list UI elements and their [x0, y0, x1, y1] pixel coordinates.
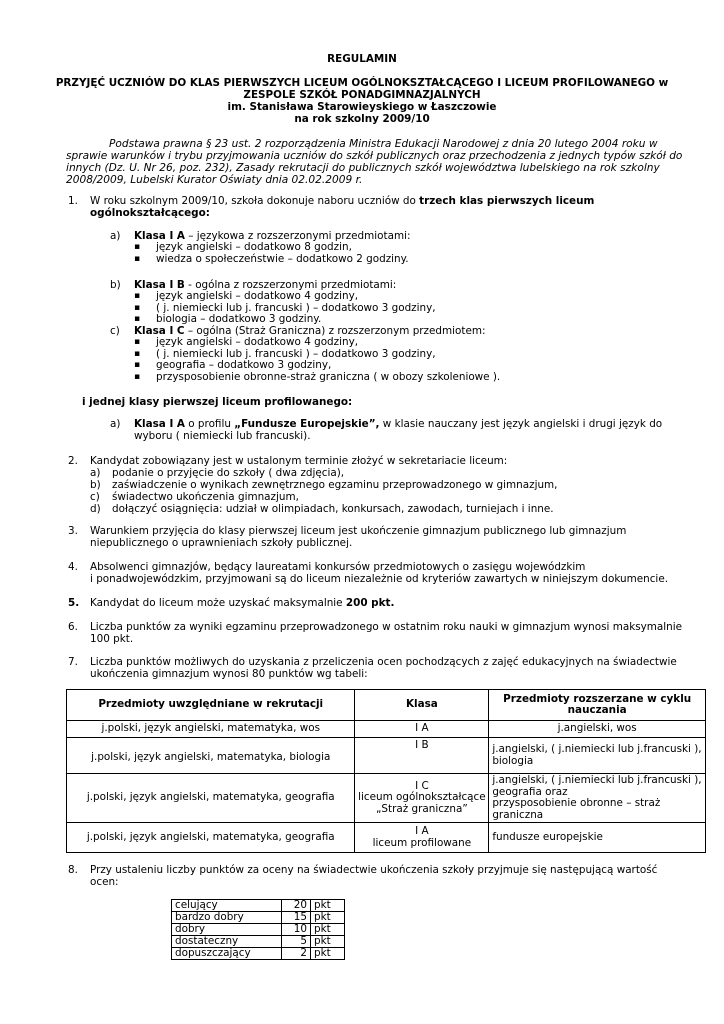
class-ic-subjects — [134, 337, 500, 383]
table-cell: j.angielski, wos — [489, 721, 706, 738]
table-row — [172, 912, 345, 924]
table-row — [172, 924, 345, 936]
class-desc: wyboru ( niemiecki lub francuski). — [134, 430, 311, 442]
cell-line: biologia — [492, 754, 534, 767]
table-header-row — [67, 690, 706, 721]
point5-intro: Kandydat do liceum może uzyskać maksymalnie — [90, 597, 346, 609]
table-cell: j.polski, język angielski, matematyka, geografia — [67, 823, 355, 853]
point7-line: Liczba punktów możliwych do uzyskania z przeliczenia ocen pochodzących z zajęć edukacyjnych na świadectwie — [90, 656, 677, 668]
table-row — [172, 936, 345, 948]
list-item: ▪ język angielski – dodatkowo 4 godziny, — [134, 337, 500, 349]
point-number: 4. — [68, 561, 78, 573]
point6-line: 100 pkt. — [90, 633, 134, 645]
item-letter: b) — [90, 479, 101, 491]
point8-line: ocen: — [90, 876, 119, 888]
column-header: Przedmioty rozszerzane w cyklu nauczania — [489, 690, 706, 721]
list-item — [90, 467, 345, 479]
grade-unit: pkt — [311, 900, 345, 912]
class-ia-subjects — [134, 242, 409, 265]
column-header: Przedmioty uwzględniane w rekrutacji — [67, 690, 355, 721]
item-letter: a) — [110, 230, 121, 242]
table-cell — [355, 823, 489, 853]
point4-line: i ponadwojewódzkim, przyjmowani są do liceum niezależnie od kryteriów zawartych w niniejszym dokumencie. — [90, 573, 669, 585]
item-text: świadectwo ukończenia gimnazjum, — [112, 491, 299, 503]
recruitment-subjects-table — [66, 689, 706, 853]
item-letter: d) — [90, 503, 101, 515]
cell-line: „Straż graniczna” — [376, 802, 468, 815]
point-number: 6. — [68, 621, 78, 633]
class-desc: w klasie nauczany jest język angielski i drugi język do — [379, 418, 663, 430]
point-number: 8. — [68, 864, 78, 876]
item-text: podanie o przyjęcie do szkoły ( dwa zdjęcia), — [112, 467, 345, 479]
table-row — [172, 948, 345, 960]
point3-line: niepublicznego o uprawnieniach szkoły publicznej. — [90, 537, 353, 549]
point7-line: ukończenia gimnazjum wynosi 80 punktów wg tabeli: — [90, 668, 368, 680]
legal-basis-line: 2008/2009, Lubelski Kurator Oświaty dnia 02.02.2009 r. — [66, 174, 363, 186]
document-subtitle-2: ZESPOLE SZKÓŁ PONADGIMNAZJALNYCH — [243, 89, 481, 101]
table-row — [67, 774, 706, 823]
grade-points-table — [171, 899, 345, 960]
profiled-class-desc — [134, 418, 674, 442]
table-cell: j.polski, język angielski, matematyka, geografia — [67, 774, 355, 823]
item-letter: c) — [110, 325, 120, 337]
profile-name: „Fundusze Europejskie”, — [234, 418, 380, 430]
grade-name: dobry — [172, 924, 282, 936]
list-item: ▪ język angielski – dodatkowo 8 godzin, — [134, 242, 409, 254]
table-cell — [355, 774, 489, 823]
point6-line: Liczba punktów za wyniki egzaminu przeprowadzonego w ostatnim roku nauki w gimnazjum wynosi maksymalnie — [90, 621, 683, 633]
list-item: ▪ wiedza o społeczeństwie – dodatkowo 2 godziny. — [134, 254, 409, 266]
item-letter: a) — [110, 418, 121, 430]
class-ib-subjects — [134, 291, 436, 326]
legal-basis-line: Podstawa prawna § 23 ust. 2 rozporządzenia Ministra Edukacji Narodowej z dnia 20 lutego 2004 roku w — [109, 138, 658, 150]
point-number: 3. — [68, 525, 78, 537]
list-item: ▪ geografia – dodatkowo 3 godziny, — [134, 360, 500, 372]
legal-basis-line: sprawie warunków i trybu przyjmowania uczniów do szkół publicznych oraz przechodzenia z jednych typów szkół do — [66, 150, 683, 162]
class-name: Klasa I A — [134, 418, 185, 430]
document-title: REGULAMIN — [327, 53, 397, 65]
grade-points: 5 — [282, 936, 311, 948]
point8-line: Przy ustaleniu liczby punktów za oceny na świadectwie ukończenia szkoły przyjmuje się następującą wartość — [90, 864, 658, 876]
grade-points: 10 — [282, 924, 311, 936]
item-letter: a) — [90, 467, 101, 479]
grade-name: bardzo dobry — [172, 912, 282, 924]
grade-unit: pkt — [311, 924, 345, 936]
list-item: ▪ ( j. niemiecki lub j. francuski ) – dodatkowo 3 godziny, — [134, 349, 500, 361]
class-name: Klasa I A — [134, 230, 185, 242]
class-name: Klasa I B — [134, 279, 185, 291]
grade-unit: pkt — [311, 912, 345, 924]
table-row — [67, 721, 706, 738]
list-item — [90, 479, 558, 491]
item-letter: b) — [110, 279, 121, 291]
cell-line: geografia oraz — [492, 785, 568, 798]
grade-points: 20 — [282, 900, 311, 912]
point5-text — [90, 597, 394, 609]
table-cell: I B — [355, 738, 489, 774]
point1-text — [90, 195, 660, 219]
point1-bold: trzech klas pierwszych liceum — [419, 195, 595, 207]
point1-intro: W roku szkolnym 2009/10, szkoła dokonuje naboru uczniów do — [90, 195, 420, 207]
point-number: 2. — [68, 455, 78, 467]
point4-line: Absolwenci gimnazjów, będący laureatami konkursów przedmiotowych o zasięgu wojewódzkim — [90, 561, 586, 573]
class-desc: - ogólna z rozszerzonymi przedmiotami: — [184, 279, 397, 291]
list-item: ▪ ( j. niemiecki lub j. francuski ) – dodatkowo 3 godziny, — [134, 303, 436, 315]
cell-line: liceum profilowane — [372, 836, 472, 849]
point-number: 7. — [68, 656, 78, 668]
list-item: ▪ biologia – dodatkowo 3 godziny. — [134, 314, 436, 326]
column-header: Klasa — [355, 690, 489, 721]
point2-list — [90, 467, 558, 515]
grade-unit: pkt — [311, 936, 345, 948]
document-subtitle-3: im. Stanisława Starowieyskiego w Łaszczowie — [227, 101, 497, 113]
cell-line: j.angielski, ( j.niemiecki lub j.francuski ), — [492, 774, 702, 786]
grade-name: dopuszczający — [172, 948, 282, 960]
table-cell: j.polski, język angielski, matematyka, wos — [67, 721, 355, 738]
cell-line: j.angielski, ( j.niemiecki lub j.francuski ), — [492, 743, 702, 755]
point1-bold: ogólnokształcącego: — [90, 207, 210, 219]
legal-basis — [66, 138, 683, 186]
table-cell: j.polski, język angielski, matematyka, biologia — [67, 738, 355, 774]
point3-line: Warunkiem przyjęcia do klasy pierwszej liceum jest ukończenie gimnazjum publicznego lub gimnazjum — [90, 525, 627, 537]
class-desc: – językowa z rozszerzonymi przedmiotami: — [184, 230, 411, 242]
grade-unit: pkt — [311, 948, 345, 960]
legal-basis-line: innych (Dz. U. Nr 26, poz. 232), Zasady rekrutacji do publicznych szkół województwa lubelskiego na rok szkolny — [66, 162, 660, 174]
profiled-class-heading: i jednej klasy pierwszej liceum profilowanego: — [82, 396, 353, 408]
max-points: 200 pkt. — [345, 597, 395, 609]
point-number: 1. — [68, 195, 78, 207]
item-text: zaświadczenie o wynikach zewnętrznego egzaminu przeprowadzonego w gimnazjum, — [112, 479, 558, 491]
table-cell: I A — [355, 721, 489, 738]
cell-line: przysposobienie obronne – straż — [492, 797, 661, 809]
cell-line: I A — [415, 825, 429, 837]
list-item — [90, 491, 299, 503]
class-desc: – ogólna (Straż Graniczna) z rozszerzonym przedmiotem: — [184, 325, 486, 337]
class-name: Klasa I C — [134, 325, 185, 337]
list-item: ▪ przysposobienie obronne-straż graniczna ( w obozy szkoleniowe ). — [134, 372, 500, 384]
table-row — [67, 823, 706, 853]
table-cell: fundusze europejskie — [489, 823, 706, 853]
grade-name: dostateczny — [172, 936, 282, 948]
document-subtitle-4: na rok szkolny 2009/10 — [294, 113, 430, 125]
table-cell — [489, 738, 706, 774]
list-item: ▪ język angielski – dodatkowo 4 godziny, — [134, 291, 436, 303]
grade-name: celujący — [172, 900, 282, 912]
table-cell — [489, 774, 706, 823]
table-row — [67, 738, 706, 774]
cell-line: liceum ogólnokształcące — [358, 791, 486, 804]
cell-line: I C — [415, 779, 429, 792]
item-text: dołączyć osiągnięcia: udział w olimpiadach, konkursach, zawodach, turniejach i inne. — [112, 503, 554, 515]
grade-points: 2 — [282, 948, 311, 960]
list-item — [90, 503, 554, 515]
point2-text: Kandydat zobowiązany jest w ustalonym terminie złożyć w sekretariacie liceum: — [90, 455, 508, 467]
cell-line: graniczna — [492, 808, 544, 821]
class-desc: o profilu — [184, 418, 235, 430]
point-number: 5. — [68, 597, 80, 609]
table-row — [172, 900, 345, 912]
grade-points: 15 — [282, 912, 311, 924]
item-letter: c) — [90, 491, 100, 503]
document-subtitle-1: PRZYJĘĆ UCZNIÓW DO KLAS PIERWSZYCH LICEUM OGÓLNOKSZTAŁCĄCEGO I LICEUM PROFILOWANEGO w — [55, 77, 669, 89]
